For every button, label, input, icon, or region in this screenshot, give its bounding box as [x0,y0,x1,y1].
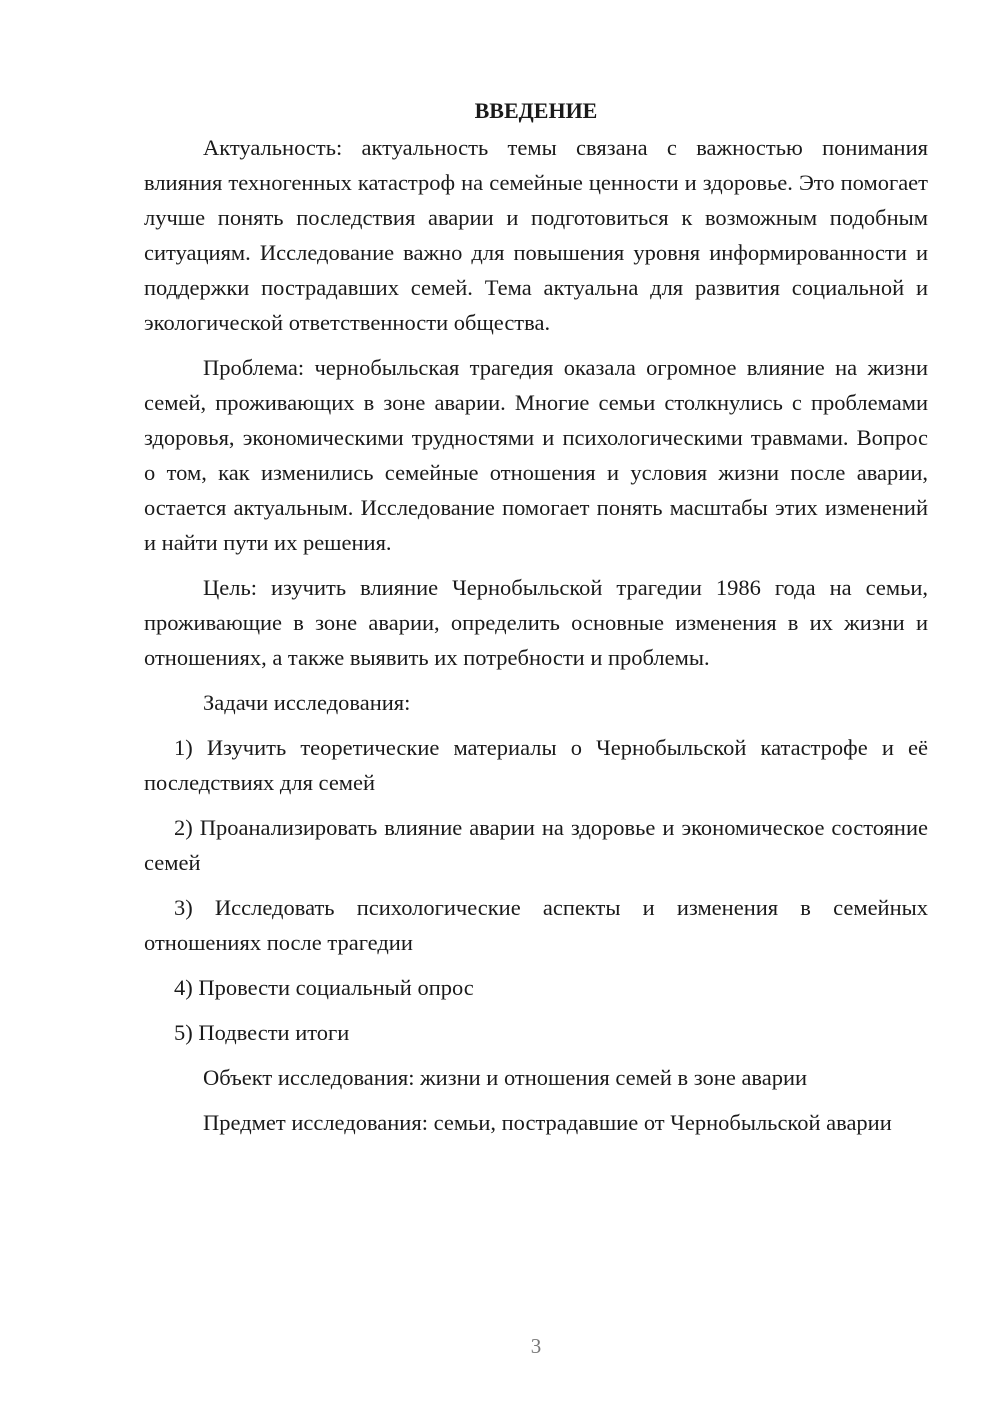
paragraph-relevance: Актуальность: актуальность темы связана с важностью понимания влияния техногенных катастроф на семейные ценности и здоровье. Это помогает лучше понять последствия аварии и подготовиться к возможным подобным ситуациям. Исследование важно для повышения уровня информированности и поддержки пострадавших семей. Тема актуальна для развития социальной и экологической ответственности общества. [144,135,928,335]
page-number: 3 [530,1334,542,1358]
page-title: ВВЕДЕНИЕ [474,98,598,123]
paragraph-object: Объект исследования: жизни и отношения семей в зоне аварии [203,1065,808,1090]
task-item-5: 5) Подвести итоги [174,1020,350,1045]
task-item-3: 3) Исследовать психологические аспекты и изменения в семейных отношениях после трагедии [144,895,928,955]
task-item-4: 4) Провести социальный опрос [174,975,474,1000]
document-body [144,96,928,1150]
task-item-1: 1) Изучить теоретические материалы о Чернобыльской катастрофе и её последствиях для семей [144,735,928,795]
paragraph-goal: Цель: изучить влияние Чернобыльской трагедии 1986 года на семьи, проживающие в зоне аварии, определить основные изменения в их жизни и отношениях, а также выявить их потребности и проблемы. [144,575,928,670]
paragraph-tasks-heading: Задачи исследования: [203,690,411,715]
paragraph-subject: Предмет исследования: семьи, пострадавшие от Чернобыльской аварии [203,1110,892,1135]
paragraph-problem: Проблема: чернобыльская трагедия оказала огромное влияние на жизни семей, проживающих в зоне аварии. Многие семьи столкнулись с проблемами здоровья, экономическими трудностями и психологическими травмами. Вопрос о том, как изменились семейные отношения и условия жизни после аварии, остается актуальным. Исследование помогает понять масштабы этих изменений и найти пути их решения. [144,355,928,555]
task-item-2: 2) Проанализировать влияние аварии на здоровье и экономическое состояние семей [144,815,928,875]
